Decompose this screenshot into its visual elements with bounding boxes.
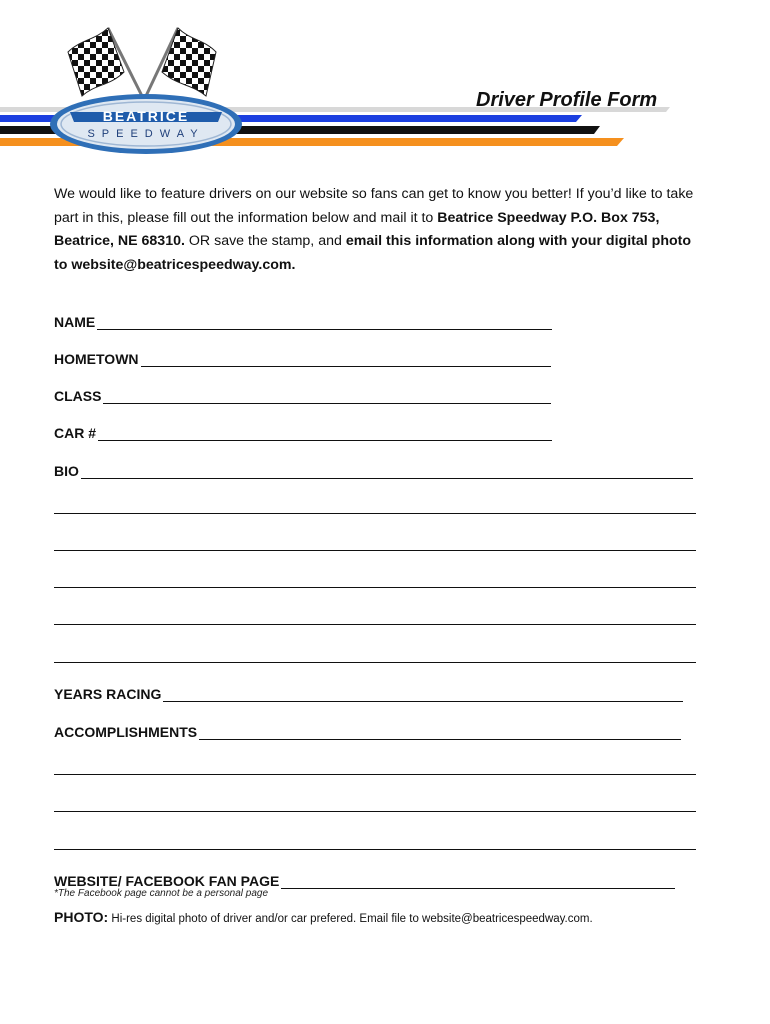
accomplishments-label: ACCOMPLISHMENTS — [54, 724, 198, 740]
bio-line[interactable] — [81, 464, 693, 479]
name-line[interactable] — [97, 315, 552, 330]
checkered-flags-icon — [68, 28, 216, 96]
accomplishments-rule-4[interactable] — [54, 849, 696, 850]
logo-line2: SPEEDWAY — [87, 128, 205, 140]
page-header — [0, 0, 770, 160]
hometown-line[interactable] — [141, 352, 551, 367]
accomplishments-rule-2[interactable] — [54, 774, 696, 775]
bio-rule-6[interactable] — [54, 662, 696, 663]
bio-field[interactable] — [54, 461, 693, 479]
form-title: Driver Profile Form — [476, 89, 658, 111]
bio-label: BIO — [54, 463, 79, 479]
photo-instruction — [54, 909, 593, 925]
class-field[interactable] — [54, 386, 551, 404]
accomplishments-field[interactable] — [54, 722, 681, 740]
intro-email-instruction: email this information along with your digital photo to website@beatricespeedway.com. — [54, 233, 692, 273]
class-line[interactable] — [103, 389, 551, 404]
years-racing-field[interactable] — [54, 684, 683, 702]
intro-address: Beatrice Speedway P.O. Box 753, Beatrice, NE 68310. — [54, 209, 660, 249]
bio-rule-4[interactable] — [54, 587, 696, 588]
website-label: WEBSITE/ FACEBOOK FAN PAGE — [54, 873, 280, 889]
years-racing-line[interactable] — [163, 687, 683, 702]
intro-paragraph — [54, 183, 694, 277]
intro-text-2: OR save the stamp, and — [184, 233, 346, 249]
name-field[interactable] — [54, 312, 552, 330]
speedway-logo — [50, 94, 242, 154]
header-graphic — [0, 0, 770, 160]
car-number-field[interactable] — [54, 423, 552, 441]
hometown-label: HOMETOWN — [54, 351, 139, 367]
logo-line1: BEATRICE — [102, 108, 190, 124]
class-label: CLASS — [54, 388, 102, 404]
bio-rule-2[interactable] — [54, 513, 696, 514]
car-number-line[interactable] — [98, 426, 552, 441]
photo-label: PHOTO: — [54, 909, 109, 925]
years-racing-label: YEARS RACING — [54, 686, 162, 702]
website-field[interactable] — [54, 871, 675, 889]
car-number-label: CAR # — [54, 425, 97, 441]
photo-text: Hi-res digital photo of driver and/or car prefered. Email file to website@beatricespeedway.com. — [108, 913, 593, 925]
hometown-field[interactable] — [54, 349, 551, 367]
accomplishments-line[interactable] — [199, 725, 681, 740]
name-label: NAME — [54, 314, 96, 330]
facebook-note: *The Facebook page cannot be a personal page — [54, 888, 269, 899]
bio-rule-3[interactable] — [54, 550, 696, 551]
accomplishments-rule-3[interactable] — [54, 811, 696, 812]
bio-rule-5[interactable] — [54, 624, 696, 625]
website-line[interactable] — [281, 874, 675, 889]
intro-text-1: We would like to feature drivers on our website so fans can get to know you better! If you’d like to take part in this, please fill out the information below and mail it to — [54, 186, 694, 226]
